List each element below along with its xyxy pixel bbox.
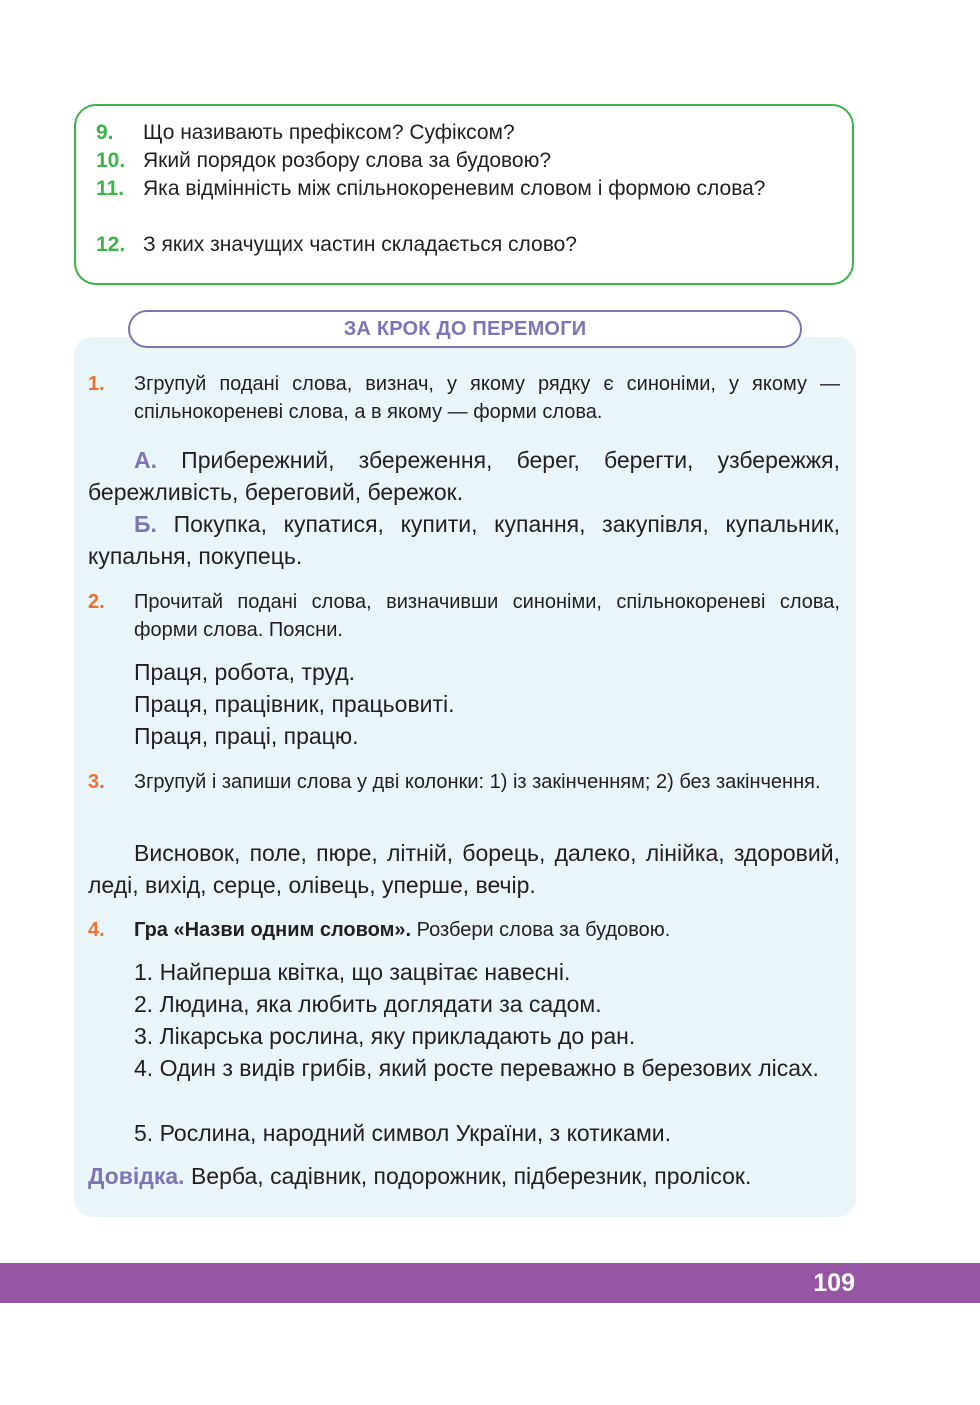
question-number: 9. [96, 121, 114, 144]
group-text: Прибережний, збереження, берег, берегти, узбережжя, бережливість, береговий, бережок. [88, 447, 841, 505]
page-footer [0, 1263, 980, 1303]
hint-label: Довідка. [88, 1163, 185, 1189]
review-questions-box [74, 104, 854, 285]
task-number: 2. [88, 591, 105, 613]
riddle-item: 2. Людина, яка любить доглядати за садом. [134, 991, 602, 1017]
question-number: 11. [96, 177, 125, 200]
task-number: 1. [88, 373, 105, 395]
task-instruction: Згрупуй подані слова, визнач, у якому рядку є синоніми, у якому — спільнокореневі слова, а в якому — форми слова. [134, 373, 840, 423]
question-text: Яка відмінність між спільнокореневим словом і формою слова? [143, 177, 766, 200]
task-number: 4. [88, 919, 105, 941]
game-title: Гра «Назви одним словом». [134, 919, 412, 941]
word-group-b [88, 508, 840, 572]
group-label: А. [134, 447, 157, 473]
riddle-item: 1. Найперша квітка, що зацвітає навесні. [134, 959, 571, 985]
word-line: Праця, працівник, працьовиті. [134, 691, 455, 717]
task-instruction [134, 916, 840, 944]
section-title: ЗА КРОК ДО ПЕРЕМОГИ [128, 310, 802, 348]
riddle-item: 5. Рослина, народний символ України, з котиками. [134, 1120, 672, 1146]
riddle-item: 3. Лікарська рослина, яку прикладають до ран. [134, 1023, 636, 1049]
task-instruction: Прочитай подані слова, визначивши синоніми, спільнокореневі слова, форми слова. Поясни. [134, 591, 840, 641]
question-text: З яких значущих частин складається слово? [143, 233, 577, 256]
hint-text: Верба, садівник, подорожник, підберезник, пролісок. [190, 1163, 752, 1189]
word-line: Праця, робота, труд. [134, 659, 356, 685]
riddle-item: 4. Один з видів грибів, який росте переважно в березових лісах. [134, 1055, 819, 1081]
group-label: Б. [134, 511, 157, 537]
task-number: 3. [88, 771, 105, 793]
question-number: 12. [96, 233, 126, 256]
question-text: Що називають префіксом? Суфіксом? [143, 121, 515, 144]
task-instruction: Згрупуй і запиши слова у дві колонки: 1) із закінченням; 2) без закінчення. [134, 771, 821, 793]
group-text: Покупка, купатися, купити, купання, закупівля, купальник, купальня, покупець. [88, 511, 841, 569]
hint [88, 1160, 751, 1192]
instruction-text: Розбери слова за будовою. [416, 919, 671, 941]
word-line: Праця, праці, працю. [134, 723, 359, 749]
page-number: 109 [813, 1269, 855, 1297]
word-group-a [88, 444, 840, 508]
question-number: 10. [96, 149, 126, 172]
question-text: Який порядок розбору слова за будовою? [143, 149, 552, 172]
word-list: Висновок, поле, пюре, літній, борець, далеко, лінійка, здоровий, леді, вихід, серце, олівець, уперше, вечір. [88, 840, 840, 898]
